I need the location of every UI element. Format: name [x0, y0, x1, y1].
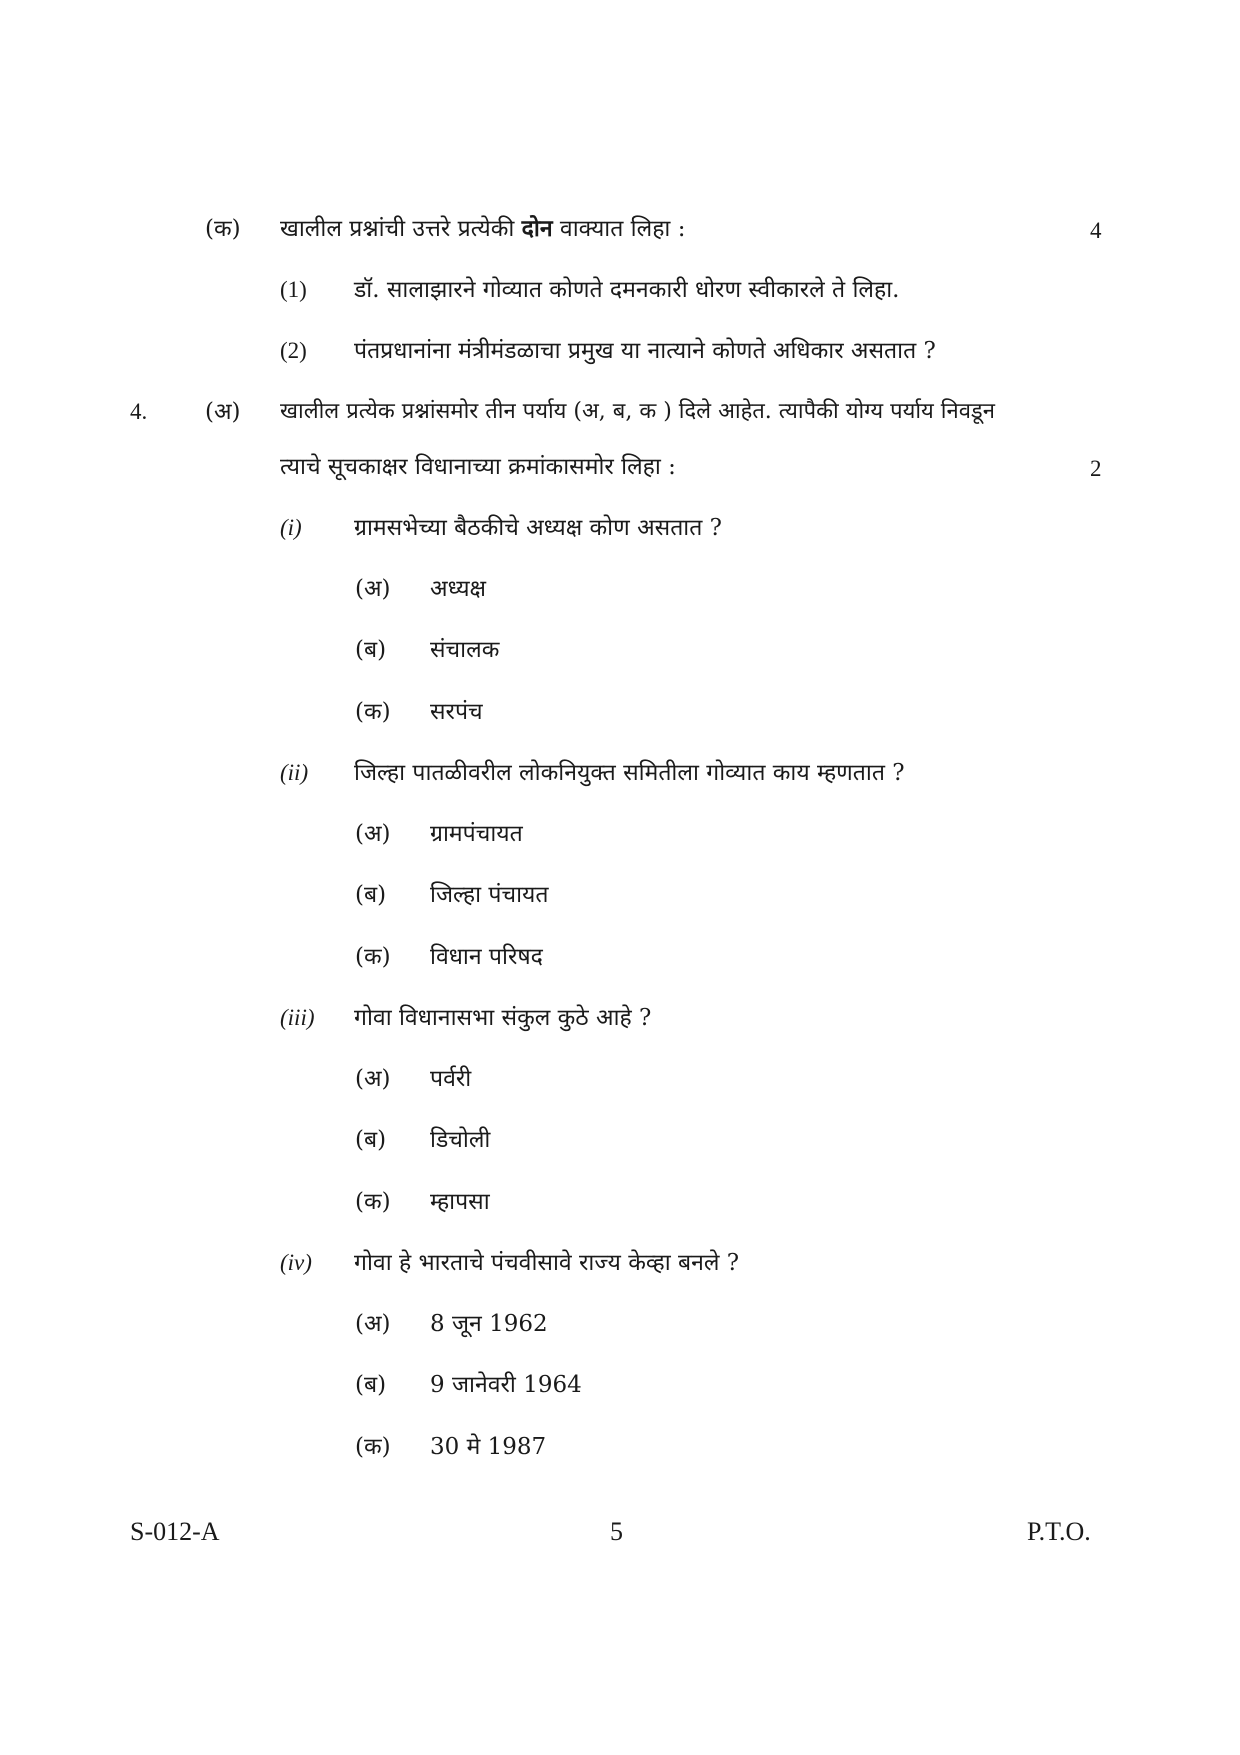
option-text: म्हापसा: [430, 1189, 490, 1215]
option-text: संचालक: [430, 637, 500, 663]
q4-instruction-line2: त्याचे सूचकाक्षर विधानाच्या क्रमांकासमोर लिहा :: [280, 454, 676, 480]
option-label: (अ): [355, 576, 391, 602]
option-label: (ब): [355, 1372, 387, 1398]
q4-instruction-line1: खालील प्रत्येक प्रश्नांसमोर तीन पर्याय (अ, ब, क ) दिले आहेत. त्यापैकी योग्य पर्याय निवडून: [280, 399, 995, 424]
q3-instruction-bold: दोन: [521, 215, 553, 242]
option-label: (क): [355, 699, 391, 725]
option-text: जिल्हा पंचायत: [430, 882, 549, 908]
q4-part-label: (अ): [205, 399, 241, 425]
option-text: 9 जानेवरी 1964: [430, 1372, 582, 1398]
option-label: (ब): [355, 882, 387, 908]
pto-label: P.T.O.: [1027, 1517, 1091, 1546]
option-text: डिचोली: [430, 1127, 491, 1153]
q3-item-text: डॉ. सालाझारने गोव्यात कोणते दमनकारी धोरण स्वीकारले ते लिहा.: [354, 277, 900, 303]
option-text: अध्यक्ष: [430, 576, 487, 602]
q3-instruction-text-end: वाक्यात लिहा :: [552, 216, 686, 242]
mcq-number: (iv): [280, 1250, 312, 1275]
q4-marks: 2: [1090, 456, 1102, 481]
q3-item-text: पंतप्रधानांना मंत्रीमंडळाचा प्रमुख या नात्याने कोणते अधिकार असतात ?: [354, 338, 936, 364]
option-label: (अ): [355, 1066, 391, 1092]
option-text: 30 मे 1987: [430, 1434, 547, 1460]
q3-instruction: [280, 214, 685, 244]
page-number: 5: [610, 1517, 623, 1546]
mcq-number: (iii): [280, 1005, 315, 1030]
q4-number: 4.: [130, 399, 148, 424]
option-text: पर्वरी: [430, 1066, 472, 1092]
mcq-question: जिल्हा पातळीवरील लोकनियुक्त समितीला गोव्यात काय म्हणतात ?: [354, 760, 905, 786]
mcq-number: (ii): [280, 760, 309, 785]
q3-item-number: (1): [280, 277, 307, 302]
q3-marks: 4: [1090, 218, 1102, 243]
mcq-question: गोवा हे भारताचे पंचवीसावे राज्य केव्हा बनले ?: [354, 1250, 740, 1276]
option-label: (क): [355, 1434, 391, 1460]
option-label: (ब): [355, 1127, 387, 1153]
option-text: ग्रामपंचायत: [430, 821, 523, 847]
option-label: (क): [355, 944, 391, 970]
mcq-number: (i): [280, 515, 302, 540]
option-label: (अ): [355, 821, 391, 847]
q3-part-label: (क): [205, 216, 241, 242]
q3-instruction-text: खालील प्रश्नांची उत्तरे प्रत्येकी: [280, 216, 522, 242]
option-label: (क): [355, 1189, 391, 1215]
paper-code: S-012-A: [130, 1517, 220, 1546]
option-text: विधान परिषद: [430, 944, 543, 970]
mcq-question: गोवा विधानासभा संकुल कुठे आहे ?: [354, 1005, 652, 1031]
option-label: (अ): [355, 1311, 391, 1337]
option-text: 8 जून 1962: [430, 1311, 548, 1337]
option-label: (ब): [355, 637, 387, 663]
option-text: सरपंच: [430, 699, 483, 725]
q3-item-number: (2): [280, 338, 307, 363]
mcq-question: ग्रामसभेच्या बैठकीचे अध्यक्ष कोण असतात ?: [354, 515, 723, 541]
